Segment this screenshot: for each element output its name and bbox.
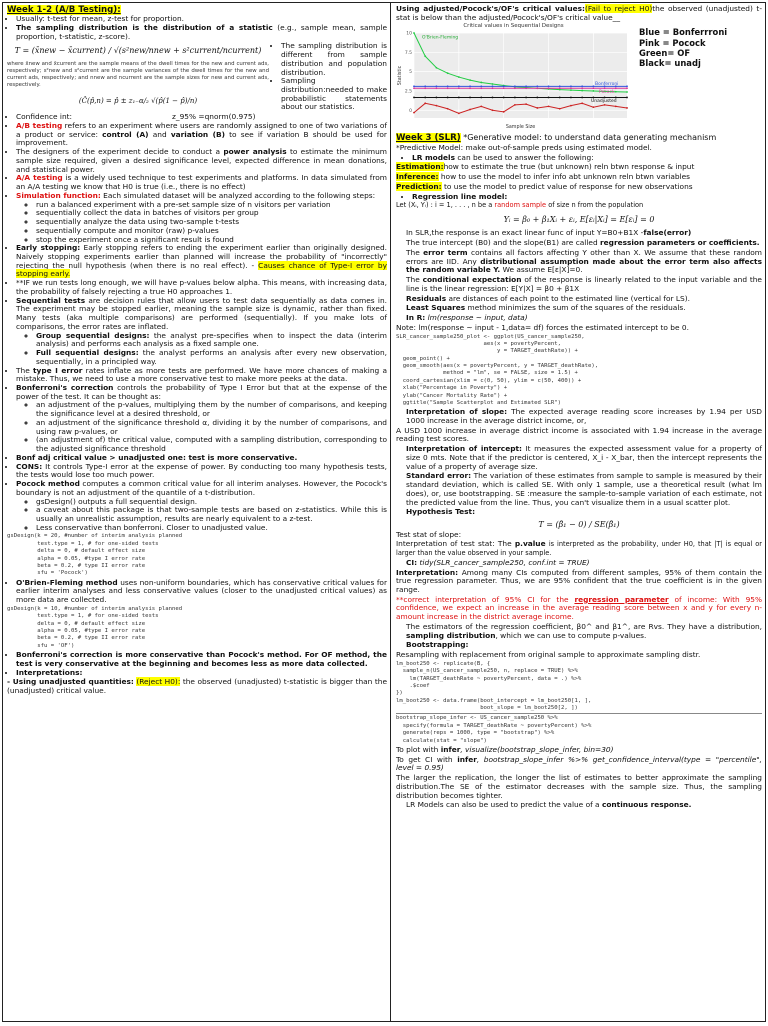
code-of: gsDesign(k = 10, #number of interim analysis planned test.type = 1, # for one-sided tests delta = 0, # default effect size alpha = 0.05, #type I error rate beta = 0.2, # type II error rate sfu = 'OF'): [7, 605, 183, 649]
full-sequential-item: ◦ Full sequential designs: the analyst performs an analysis after every new observation, sequentially, in a principled way.: [36, 349, 387, 366]
model-formula: Yᵢ = β₀ + β₁Xᵢ + εᵢ, E[εᵢ|Xᵢ] = E[εᵢ] = 0: [503, 215, 655, 224]
week3-header: Week 3 (SLR) *Generative model: to understand data generating mechanism: [396, 132, 717, 143]
test-stat-label: Test stat of slope:: [396, 529, 462, 539]
chart-y-tick-label: 0: [409, 108, 412, 114]
chart-point: [469, 96, 471, 98]
chart-point: [525, 96, 527, 98]
chart-point: [626, 107, 628, 109]
unadjusted-quantities: - Using unadjusted quantities: (Reject H0): the observed (unadjusted) t-statistic is bigger than the (unadjusted) critical value.: [7, 677, 388, 696]
t-formula: T = (x̄new − x̄current) / √(s²new/nnew + s²current/ncurrent): [14, 46, 262, 56]
chart-point: [559, 85, 561, 87]
chart-point: [503, 96, 505, 98]
chart-row: [396, 23, 762, 132]
left-column: [3, 3, 391, 1021]
cons-item: • CONS: It controls Type-I error at the expense of power. By conducting too many hypothesis tests, the tests would lose too much power.: [16, 463, 387, 480]
chart-point: [424, 55, 426, 57]
ci-line: CI: tidy(SLR_cancer_sample250, conf.int = TRUE): [406, 557, 590, 567]
chart-plot-area: [414, 33, 627, 118]
chart-point: [447, 72, 449, 74]
slr-details: [396, 229, 762, 322]
chart-point: [480, 85, 482, 87]
chart-point: [424, 96, 426, 98]
chart-point: [559, 108, 561, 110]
prediction-line: Prediction: to use the model to predict value of response for new observations: [396, 181, 693, 191]
chart-point: [503, 87, 505, 89]
chart-point: [615, 91, 617, 93]
sim-step: ◦ run a balanced experiment with a pre-set sample size of n visitors per variation: [36, 201, 387, 210]
estimation-line: Estimation:how to estimate the true (but unknown) reln btwn response & input: [396, 162, 695, 172]
chart-point: [592, 106, 594, 108]
sequential-critical-values-chart: [396, 30, 631, 130]
slr-exact: In SLR,the response is an exact linear func of input Y=B0+B1X -false(error): [406, 228, 692, 238]
chart-point: [604, 104, 606, 106]
sampling-diff-item: • The sampling distribution is different from sample distribution and population distribution.: [281, 42, 387, 77]
pocock-item: • Pocock method computes a common critical value for all interim analyses. However, the Pocock's boundary is not an adjustment of the quantile of a t-distribution. ◦ gsDesign() outputs a full sequential design. ◦ a caveat about this package is that two-sample tests are based on z-statistics. While this is usually an unrealistic assumption, results are nearly equivalent to a z-test. ◦ Less conservative than bonferroni. Closer to unadjusted value.: [16, 480, 387, 532]
group-sequential-item: ◦ Group sequential designs: the analyst pre-specifies when to inspect the data (interim analysis) and performs each analysis as a fixed sample one.: [36, 332, 387, 349]
chart-point: [570, 85, 572, 87]
bonf-vs-pocock-item: • Bonferroni's correction is more conservative than Pocock's method. For OF method, the test is very conservative at the beginning and becomes less as more data collected.: [16, 651, 387, 668]
chart-point: [525, 103, 527, 105]
week-1-2-title: Week 1-2 (A/B Testing):: [7, 5, 121, 15]
chart-point: [626, 85, 628, 87]
bonferroni-item: • Bonferroni's correction controls the probability of Type I Error but that at the expense of the power of the test. It can be thought as: ◦ an adjustment of the p-values, multiplying them by the number of comparisons, and keeping the significance level at a desired threshold, or ◦ an adjustment of the significance threshold α, dividing it by the number of comparisons, and using raw p-values, or ◦ (an adjustment of) the critical value, computed with a sampling distribution, corresponding to the adjusted significance threshold: [16, 384, 387, 454]
predictive-model: *Predictive Model: make out-of-sample preds using estimated model.: [396, 142, 652, 152]
chart-point: [581, 102, 583, 104]
chart-point: [536, 107, 538, 109]
chart-point: [413, 87, 415, 89]
sim-step: ◦ sequentially collect the data in batches of visitors per group: [36, 209, 387, 218]
bonf-option: ◦ (an adjustment of) the critical value, computed with a sampling distribution, corresponding to the adjusted significance threshold: [36, 436, 387, 453]
chart-point: [581, 90, 583, 92]
lr-predict: LR Models can also be used to predict the value of a continuous response.: [406, 800, 692, 810]
code-bootstrap: lm_boot250 <- replicate(B, { sample_n(US_cancer_sample250, n, replace = TRUE) %>% lm(TARGET_deathRate ~ povertyPercent, data = .) %>% .$coef }) lm_boot250 <- data.frame(boot_intercept = lm_boot250[1, ], boot_slope = lm_boot250[2, ]): [396, 660, 592, 712]
interpretations-item: • Interpretations:: [16, 669, 387, 678]
interp-block: [396, 445, 762, 517]
chart-point: [480, 87, 482, 89]
sampling-needed-item: • Sampling distribution:needed to make probabilistic statements about our statistics.: [281, 77, 387, 112]
lr-models-item: • LR models can be used to answer the following:: [412, 154, 762, 163]
chart-point: [536, 87, 538, 89]
pocock-interpretation: Using adjusted/Pocock's/OF's critical values:(Fail to reject H0)the observed (unadjusted) t-stat is below than the adjusted/Pocock's/OF's critical value__: [396, 4, 762, 22]
bootstrapping-desc: Resampling with replacement from original sample to approximate sampling distr.: [396, 650, 701, 660]
ci-formula: (Ĉ(p̂,n) = p̂ ± z₁₋α/₂ √(p̂(1 − p̂)/n): [78, 96, 198, 105]
pocock-note: ◦ a caveat about this package is that two-sample tests are based on z-statistics. While this is usually an unrealistic assumption, results are nearly equivalent to a z-test.: [36, 506, 387, 523]
obrien-fleming-item: • O'Brien-Fleming method uses non-uniform boundaries, which has conservative critical values for earlier interim analyses and less conservative values (closer to the unadjusted critical values) as more data are collected.: [16, 579, 387, 605]
sim-step: ◦ stop the experiment once a significant result is found: [36, 236, 387, 245]
chart-point: [514, 85, 516, 87]
chart-point: [525, 85, 527, 87]
correct-interpretation: **correct interpretation of 95% CI for the regression parameter of income: With 95% confidence, we expect an increase in the average reading score between x and y for every n-amount increase in the district average income.: [396, 594, 763, 622]
legend-line: Black= unadj: [639, 57, 701, 68]
formula-note: where x̄new and x̄current are the sample means of the dwell times for the new and current ads, respectively; s²new and s²current are the sample variances of the dwell times for the new and current ads, respectively; and nnew and ncurrent are the sample sizes for new and current ads, respectively.: [7, 60, 269, 88]
chart-point: [581, 87, 583, 89]
interp-intercept: Interpretation of intercept: It measures the expected assessment value for a property of size 0 mts. Note that if the predictor is centered, X_i - X_bar, then the intercept represents the value of a property of average size.: [406, 444, 763, 471]
chart-point: [469, 109, 471, 111]
chart-point: [424, 85, 426, 87]
interpretation: Interpretation: Among many CIs computed from different samples, 95% of them contain the true regression parameter. Thus, we are 95% confident that the true coefficient is in the given range.: [396, 567, 762, 594]
chart-y-tick-label: 2.5: [404, 89, 412, 95]
t-stat-formula: T = (β̂₁ − 0) / SE(β̂₁): [538, 520, 620, 530]
chart-point: [592, 90, 594, 92]
chart-point: [458, 87, 460, 89]
chart-point: [413, 32, 415, 34]
chart-point: [458, 96, 460, 98]
chart-label-unadjusted: Unadjusted: [591, 98, 617, 104]
type1-item: • The type I error rates inflate as more tests are performed. We have more chances of making a mistake. Thus, we need to use a more conservative test to make more peeks at the data.: [16, 367, 387, 384]
chart-point: [626, 96, 628, 98]
cheat-sheet-page: [2, 2, 766, 1022]
inference-line: Inference: how to use the model to infer info abt unknown reln btwn variables: [396, 172, 691, 182]
chart-point: [548, 87, 550, 89]
chart-point: [592, 87, 594, 89]
chart-point: [413, 112, 415, 114]
chart-point: [424, 102, 426, 104]
chart-point: [570, 87, 572, 89]
chart-point: [413, 85, 415, 87]
chart-point: [570, 89, 572, 91]
chart-point: [436, 105, 438, 107]
chart-point: [548, 96, 550, 98]
chart-point: [503, 111, 505, 113]
bonf-adj-item: • Bonf adj critical value > unadjusted one: test is more conservative.: [16, 454, 387, 463]
right-column: [391, 3, 765, 1021]
chart-point: [436, 96, 438, 98]
chart-point: [447, 108, 449, 110]
chart-point: [592, 85, 594, 87]
sim-step: ◦ sequentially compute and monitor (raw) p-values: [36, 227, 387, 236]
slope-alt: A USD 1000 increase in average district income is associated with 1.94 increase in the average reading test scores.: [396, 425, 762, 444]
chart-point: [503, 85, 505, 87]
bootstrapping-title: Bootstrapping:: [406, 640, 469, 650]
chart-y-tick-label: 7.5: [404, 50, 412, 56]
hypothesis-title: Hypothesis Test:: [406, 507, 476, 517]
chart-point: [413, 96, 415, 98]
chart-point: [458, 76, 460, 78]
sim-step: ◦ sequentially analyze the data using two-sample t-tests: [36, 218, 387, 227]
get-ci-infer: To get CI with infer, bootstrap_slope_infer %>% get_confidence_interval(type = "percentile", level = 0.95): [396, 754, 762, 773]
intercept-note: Note: lm(response ~ input - 1,data= df) forces the estimated intercept to be 0.: [396, 322, 689, 332]
confidence-item: • Confidence int: z_95% =qnorm(0.975): [16, 113, 387, 122]
larger-replication: The larger the replication, the longer the list of estimates to better approximate the sampling distribution.The SE of the estimator decreases with the sample size. Thus, the sampling distribution becomes tighter.: [396, 773, 762, 800]
legend-line: Pink = Pocock: [639, 37, 706, 48]
least-squares: Least Squares method minimizes the sum of the squares of the residuals.: [406, 303, 686, 313]
standard-error: Standard error: The variation of these estimates from sample to sample is measured by their standard deviation, which is called SE. With only 1 sample, use a theoretical result (what lm does), or, use bootstrapping. SE :measure the sample-to-sample variation of each estimate, not the predicted value from the line. Thus, you can't visualize them in a usual scatter plot.: [406, 471, 762, 507]
chart-point: [615, 105, 617, 107]
estimators-note: The estimators of the regression coefficient, β0^ and β1^, are Rvs. They have a distribution, sampling distribution, which we can use to compute p-values.: [406, 621, 762, 640]
error-term: The error term contains all factors affecting Y other than X. We assume that these random errors are IID. Any distributional assumption made about the error term also affects the random variable Y. We assume E[ε|X]=0.: [406, 247, 762, 275]
sampling-dist-item: • The sampling distribution is the distribution of a statistic (e.g., sample mean, sample proportion, t-statistic, z-score).: [16, 24, 387, 41]
pocock-note: ◦ gsDesign() outputs a full sequential design.: [36, 498, 387, 507]
chart-point: [514, 104, 516, 106]
chart-y-tick-label: 10: [406, 31, 412, 37]
interp-slope: Interpretation of slope: The expected average reading score increases by 1.94 per USD 1000 increase in the average district income, or,: [406, 407, 762, 425]
ab-testing-item: • A/B testing refers to an experiment where users are randomly assigned to one of two variations of a product or service: control (A) and variation (B) to see if variation B should be used for improvement.: [16, 122, 387, 148]
chart-point: [469, 87, 471, 89]
rerun-item: • **IF we run tests long enough, we will have p-values below alpha. This means, with increasing data, the probability of falsely rejecting a true H0 approaches 1.: [16, 279, 387, 296]
simulation-item: • Simulation function: Each simulated dataset will be analyzed according to the following steps: ◦ run a balanced experiment with a pre-set sample size of n visitors per variation ◦ sequentially collect the data in batches of visitors per group ◦ sequentially analyze the data using two-sample t-tests ◦ sequentially compute and monitor (raw) p-values ◦ stop the experiment once a significant result is found: [16, 192, 387, 244]
chart-point: [536, 96, 538, 98]
chart-point: [559, 87, 561, 89]
legend-line: Green= OF: [639, 47, 691, 58]
formula-block: [7, 42, 387, 113]
code-infer: bootstrap_slope_infer <- US_cancer_sample250 %>% specify(formula = TARGET_deathRate ~ povertyPercent) %>% generate(reps = 1000, type = "bootstrap") %>% calculate(stat = "slope"): [396, 713, 762, 745]
plot-infer: To plot with infer, visualize(bootstrap_slope_infer, bin=30): [396, 744, 614, 754]
chart-label-of: O'Brien-Fleming: [422, 35, 459, 41]
chart-container: [396, 23, 631, 132]
chart-point: [581, 85, 583, 87]
chart-point: [492, 85, 494, 87]
chart-point: [559, 96, 561, 98]
chart-point: [492, 83, 494, 85]
chart-point: [458, 85, 460, 87]
chart-point: [492, 96, 494, 98]
chart-point: [514, 87, 516, 89]
interp-test-stat: Interpretation of test stat: The p.value is interpreted as the probability, under H0, that |T| is equal or larger than the value observed in your sample.: [396, 539, 762, 558]
interp-slope-block: [396, 408, 762, 425]
chart-point: [548, 105, 550, 107]
legend-line: Blue = Bonferrroni: [639, 27, 728, 38]
chart-point: [480, 82, 482, 84]
chart-point: [514, 96, 516, 98]
chart-point: [447, 96, 449, 98]
chart-point: [480, 96, 482, 98]
chart-y-tick-label: 5: [409, 70, 412, 76]
chart-point: [469, 79, 471, 81]
chart-point: [436, 87, 438, 89]
chart-title: Critical values in Sequential Designs: [463, 23, 564, 30]
conditional-expectation: The conditional expectation of the response is linearly related to the input variable and the line is the linear regression: E[Y|X] = β0 + β1X: [406, 275, 762, 293]
chart-legend-text: [631, 23, 727, 67]
chart-point: [581, 96, 583, 98]
code-scatterplot: SLR_cancer_sample250_plot <- ggplot(US_cancer_sample250, aes(x = povertyPercent, y = TARGET_deathRate)) + geom_point() + geom_smooth(aes(x = povertyPercent, y = TARGET_deathRate), method = "lm", se = FALSE, size = 1.5) + coord_cartesian(xlim = c(0, 50), ylim = c(50, 400)) + xlab("Percentage in Poverty") + ylab("Cancer Mortality Rate") + ggtitle("Sample Scatterplot and Estimated SLR"): [396, 333, 599, 406]
chart-point: [548, 85, 550, 87]
chart-point: [626, 87, 628, 89]
in-r: In R: lm(response ~ input, data): [406, 313, 528, 323]
usually-item: • Usually: t-test for mean, z-test for proportion.: [16, 15, 387, 24]
chart-y-label: Statistic: [398, 65, 403, 86]
early-stopping-item: • Early stopping: Early stopping refers to ending the experiment earlier than originally designed. Naively stopping experiments earlier than planned will increase the probability of "incorrectly" rejecting the null hypothesis (when there is no real effect). - Causes chance of Type-I error by stopping early.: [16, 244, 387, 279]
chart-point: [447, 85, 449, 87]
aa-testing-item: • A/A testing is a widely used technique to test experiments and platforms. In data simulated from an A/A testing we know that H0 is true (i.e., there is no effect): [16, 174, 387, 191]
chart-point: [570, 105, 572, 107]
chart-point: [525, 87, 527, 89]
chart-point: [492, 109, 494, 111]
bonf-option: ◦ an adjustment of the significance threshold α, dividing it by the number of comparisons, and using raw p-values, or: [36, 419, 387, 436]
random-sample-line: Let (Xᵢ, Yᵢ) : i = 1, . . . , n be a random sample of size n from the population: [396, 201, 644, 210]
chart-point: [458, 112, 460, 114]
chart-x-label: Sample Size: [505, 124, 536, 130]
slr-params: The true intercept (B0) and the slope(B1) are called regression parameters or coefficients.: [406, 238, 760, 248]
sequential-tests-item: • Sequential tests are decision rules that allow users to test data sequentially as data comes in. The experiment may be stopped earlier, meaning the sample size is dynamic, rather than fixed. Many tests (aka multiple comparisons) are performed (sequentially). If you make lots of comparisons, the error rates are inflated. ◦ Group sequential designs: the analyst pre-specifies when to inspect the data (interim analysis) and performs each analysis as a fixed sample one. ◦ Full sequential designs: the analyst performs an analysis after every new observation, sequentially, in a principled way.: [16, 297, 387, 367]
chart-point: [536, 85, 538, 87]
chart-point: [492, 87, 494, 89]
chart-point: [570, 96, 572, 98]
code-pocock: gsDesign(k = 20, #number of interim analysis planned test.type = 1, # for one-sided tests delta = 0, # default effect size alpha = 0.05, #type I error rate beta = 0.2, # type II error rate sfu = 'Pocock'): [7, 533, 183, 577]
chart-point: [480, 105, 482, 107]
regression-line-title: • Regression line model:: [412, 193, 762, 202]
power-analysis-item: • The designers of the experiment decide to conduct a power analysis to estimate the minimum sample size required, given a desired significance level, expected difference in mean donations, and statistical power.: [16, 148, 387, 174]
bonf-option: ◦ an adjustment of the p-values, multiplying them by the number of comparisons, and keeping the significance level at a desired threshold, or: [36, 401, 387, 418]
chart-point: [615, 87, 617, 89]
residuals: Residuals are distances of each point to the estimated line (vertical for LS).: [406, 293, 690, 303]
chart-label-pocock: Pocock: [599, 89, 615, 95]
chart-point: [447, 87, 449, 89]
simulation-steps: [16, 201, 387, 245]
pocock-note: ◦ Less conservative than bonferroni. Closer to unadjusted value.: [36, 524, 387, 533]
chart-point: [626, 91, 628, 93]
chart-point: [469, 85, 471, 87]
chart-point: [424, 87, 426, 89]
chart-point: [436, 67, 438, 69]
chart-point: [436, 85, 438, 87]
chart-label-bonferroni: Bonferroni: [595, 81, 619, 87]
